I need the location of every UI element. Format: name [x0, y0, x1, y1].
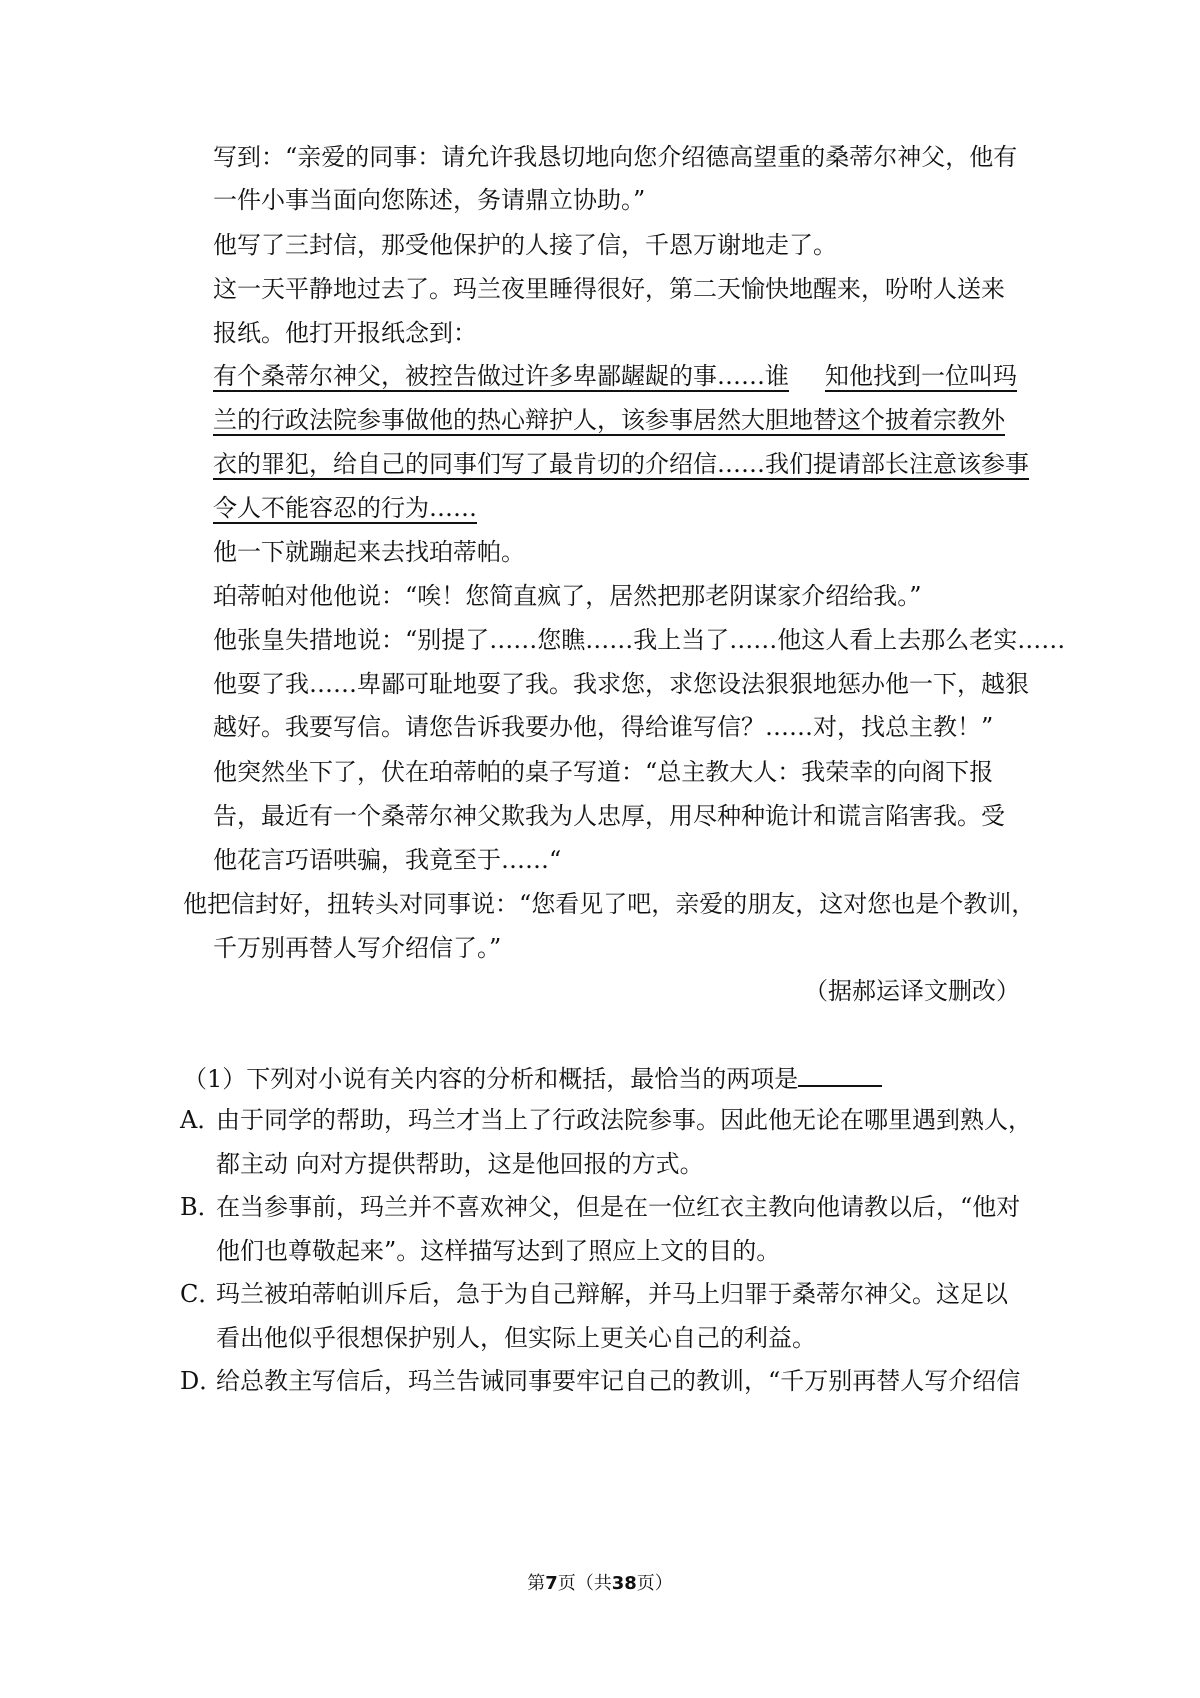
passage-line: 一件小事当面向您陈述，务请鼎立协助。”: [213, 186, 646, 214]
option-a-continued: 都主动 向对方提供帮助，这是他回报的方式。: [216, 1150, 704, 1178]
page-footer: [0, 1572, 1200, 1596]
passage-line: 他耍了我……卑鄙可耻地耍了我。我求您，求您设法狠狠地惩办他一下，越狠: [213, 670, 1029, 698]
passage-paragraph: 珀蒂帕对他他说：“唉！您简直疯了，居然把那老阴谋家介绍给我。”: [213, 582, 922, 610]
option-d: [180, 1364, 1200, 1398]
underlined-excerpt-line: 令人不能容忍的行为……: [213, 494, 477, 522]
passage-line: 千万别再替人写介绍信了。”: [213, 934, 502, 962]
footer-suffix: 页）: [636, 1573, 673, 1594]
passage-line: 报纸。他打开报纸念到：: [213, 319, 477, 347]
option-label: C．: [180, 1280, 223, 1308]
footer-prefix: 第: [527, 1573, 546, 1594]
passage-paragraph: 这一天平静地过去了。玛兰夜里睡得很好，第二天愉快地醒来，吩咐人送来: [213, 275, 1005, 303]
option-text: 在当参事前，玛兰并不喜欢神父，但是在一位红衣主教向他请教以后，“他对: [216, 1193, 1021, 1221]
underlined-text: 知他找到一位叫玛: [825, 362, 1017, 390]
option-label: B．: [180, 1193, 222, 1221]
passage-line: 越好。我要写信。请您告诉我要办他，得给谁写信？……对，找总主教！”: [213, 713, 994, 741]
option-label: D．: [180, 1367, 224, 1395]
passage-paragraph: 他写了三封信，那受他保护的人接了信，千恩万谢地走了。: [213, 231, 837, 259]
underlined-excerpt-line: 衣的罪犯，给自己的同事们写了最肯切的介绍信……我们提请部长注意该参事: [213, 450, 1029, 478]
option-text: 玛兰被珀蒂帕训斥后，急于为自己辩解，并马上归罪于桑蒂尔神父。这足以: [216, 1280, 1008, 1308]
option-c-continued: 看出他似乎很想保护别人，但实际上更关心自己的利益。: [216, 1324, 816, 1352]
option-b: [180, 1190, 1200, 1224]
underlined-text: 有个桑蒂尔神父，被控告做过许多卑鄙龌龊的事……谁: [213, 362, 789, 390]
option-text: 给总教主写信后，玛兰告诫同事要牢记自己的教训，“千万别再替人写介绍信: [216, 1367, 1021, 1395]
total-page-count: 38: [611, 1573, 637, 1594]
passage-line: 他花言巧语哄骗，我竟至于……“: [213, 846, 562, 874]
option-label: A．: [180, 1106, 222, 1134]
passage-line: 告，最近有一个桑蒂尔神父欺我为人忠厚，用尽种种诡计和谎言陷害我。受: [213, 802, 1005, 830]
option-text: 由于同学的帮助，玛兰才当上了行政法院参事。因此他无论在哪里遇到熟人，: [216, 1106, 1032, 1134]
underlined-excerpt-line: [213, 359, 1200, 393]
source-attribution: （据郝运译文删改）: [804, 977, 1020, 1005]
passage-paragraph: 他把信封好，扭转头对同事说：“您看见了吧，亲爱的朋友，这对您也是个教训，: [183, 890, 1036, 918]
option-b-continued: 他们也尊敬起来”。这样描写达到了照应上文的目的。: [216, 1237, 781, 1265]
question-stem-text: （1）下列对小说有关内容的分析和概括，最恰当的两项是: [183, 1065, 799, 1093]
answer-blank[interactable]: [798, 1059, 882, 1087]
passage-line: 写到：“亲爱的同事：请允许我恳切地向您介绍德高望重的桑蒂尔神父，他有: [213, 143, 1018, 171]
passage-paragraph: 他突然坐下了，伏在珀蒂帕的桌子写道：“总主教大人：我荣幸的向阁下报: [213, 758, 994, 786]
question-stem: [183, 1059, 1200, 1096]
passage-paragraph: 他张皇失措地说：“别提了……您瞧……我上当了……他这人看上去那么老实……: [213, 626, 1066, 654]
footer-middle: 页（共: [557, 1573, 612, 1594]
option-c: [180, 1277, 1200, 1311]
option-a: [180, 1103, 1200, 1137]
passage-paragraph: 他一下就蹦起来去找珀蒂帕。: [213, 538, 525, 566]
current-page-number: 7: [545, 1573, 558, 1594]
underlined-excerpt-line: 兰的行政法院参事做他的热心辩护人，该参事居然大胆地替这个披着宗教外: [213, 406, 1005, 434]
